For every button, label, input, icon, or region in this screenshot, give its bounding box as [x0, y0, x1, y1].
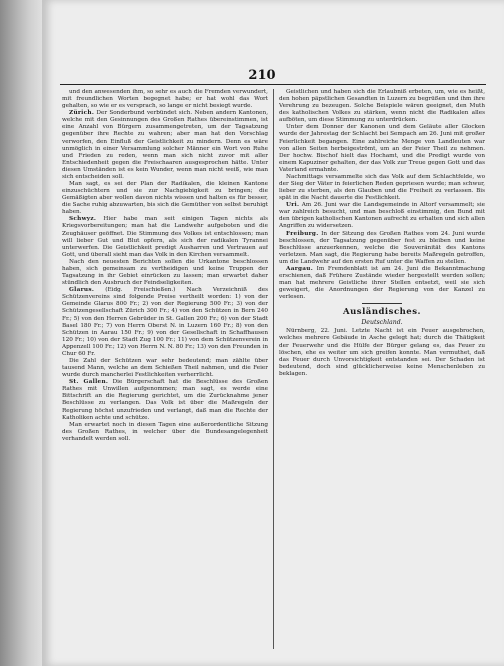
article-paragraph [62, 110, 268, 181]
article-heading: Glarus. [69, 287, 95, 294]
article-paragraph [279, 89, 485, 124]
article-text: Man erwartet noch in diesen Tagen eine außerordentliche Sitzung des Großen Rathes, in welcher über die Bundesangelegenheit verhandelt werden soll. [62, 421, 268, 442]
article-text: Der Sonderbund verbündet sich. Neben andern Kantonen, welche mit den Gesinnungen des Großen Rathes übereinstimmen, ist eine Anzahl von Bürgern zusammengetreten, um der Tagsatzung gegenüber ihre Rechte zu wahren; aber man hat den Vorschlag verworfen, den Einfluß der Geistlichkeit zu mindern. Denn es wäre unmöglich in einer Versammlung solcher Männer ein Wort von Ruhe und Frieden zu reden, wenn man sich nicht zuvor mit aller Entschiedenheit gegen die Freischaaren ausgesprochen hätte. Unter diesen Umständen ist es kein Wunder, wenn man nicht weiß, wie man sich entscheiden soll. [62, 110, 268, 180]
column-separator [273, 89, 274, 649]
article-heading: St. Gallen. [69, 379, 109, 386]
article-text: Die Zahl der Schützen war sehr bedeutend; man zählte über tausend Mann, welche an dem Schießen Theil nahmen, und die Feier wurde durch mancherlei Festlichkeiten verherrlicht. [62, 357, 268, 379]
article-text: Unter dem Donner der Kanonen und dem Geläute aller Glocken wurde der Jahrestag der Schlacht bei Sempach am 26. Juni mit großer Feierlichkeit begangen. Eine zahlreiche Menge von Landleuten war von allen Seiten herbeigeströmt, um an der Feier Theil zu nehmen. Der hochw. Bischof hielt das Hochamt, und die Predigt wurde von einem Kapuziner gehalten, der das Volk zur Treue gegen Gott und das Vaterland ermahnte. [279, 124, 485, 173]
article-text: Im Fremdenblatt ist am 24. Juni die Bekanntmachung erschienen, daß Frühere Zustände wieder hergestellt werden sollen; man hat mehrere Geistliche ihrer Stellen entsetzt, weil sie sich geweigert, die Anordnungen der Regierung von der Kanzel zu verlesen. [279, 265, 485, 301]
article-paragraph [62, 216, 268, 258]
article-heading: Freiburg. [286, 230, 319, 237]
section-separator [362, 303, 402, 304]
article-text: Nachmittags versammelte sich das Volk auf dem Schlachtfelde, wo der Sieg der Väter in feierlichen Reden gepriesen wurde; man schwur, lieber zu sterben, als den Glauben und die Freiheit zu verlassen. Bis spät in die Nacht dauerte die Festlichkeit. [279, 173, 485, 202]
article-paragraph [62, 181, 268, 216]
article-text: Geistlichen und haben sich die Erlaubniß erbeten, um, wie es heißt, den hohen päpstlichen Gesandten in Luzern zu begrüßen und ihm ihre Verehrung zu bezeugen. Solche Beispiele wären geeignet, den Muth des katholischen Volkes zu stärken, wenn nicht die Radikalen alles aufböten, um diese Stimmung zu unterdrücken. [279, 89, 485, 124]
article-text: Man sagt, es sei der Plan der Radikalen, die kleinen Kantone einzuschüchtern und sie zur Nachgiebigkeit zu bringen; die Gemäßigten aber wollen davon nichts wissen und halten es für besser, die Sache ruhig abzuwarten, bis sich die Gemüther von selbst beruhigt haben. [62, 181, 268, 216]
article-text: Die Bürgerschaft hat die Beschlüsse des Großen Rathes mit Unwillen aufgenommen; man sagt, es werde eine Bittschrift an die Regierung gerichtet, um die Zurücknahme jener Beschlüsse zu verlangen. Das Volk ist über die Maßregeln der Regierung höchst unzufrieden und verlangt, daß man die Rechte der Katholiken achte und schütze. [62, 379, 268, 421]
article-heading: Aargau. [286, 265, 313, 272]
article-text: Hier habe man seit einigen Tagen nichts als Kriegsvorbereitungen; man hat die Landwehr aufgeboten und die Zeughäuser geöffnet. Die Stimmung des Volkes ist entschlossen; man will lieber Gut und Blut opfern, als sich der radikalen Tyrannei unterwerfen. Die Geistlichkeit predigt Ausharren und Vertrauen auf Gott, und überall sieht man das Volk in den Kirchen versammelt. [62, 216, 268, 258]
left-column [62, 89, 268, 649]
article-paragraph [279, 231, 485, 266]
header-rule [60, 84, 486, 85]
article-paragraph [62, 259, 268, 287]
article-paragraph [62, 287, 268, 358]
article-heading: Schwyz. [69, 216, 97, 223]
article-text: Am 26. Juni war die Landsgemeinde in Altorf versammelt; sie war zahlreich besucht, und man beschloß einstimmig, den Bund mit den übrigen katholischen Kantonen aufrecht zu erhalten und sich allen Angriffen zu widersetzen. [279, 202, 485, 230]
article-paragraph [279, 174, 485, 202]
article-paragraph [279, 124, 485, 174]
article-paragraph [62, 89, 268, 110]
section-paragraph: Nürnberg, 22. Juni. Letzte Nacht ist ein Feuer ausgebrochen, welches mehrere Gebäude in Asche gelegt hat; durch die Thätigkeit der Feuerwehr und die Hülfe der Bürger gelang es, das Feuer zu löschen, ehe es weiter um sich greifen konnte. Man vermuthet, daß das Feuer durch Unvorsichtigkeit entstanden sei. Der Schaden ist bedeutend, doch sind glücklicherweise keine Menschenleben zu beklagen. [279, 328, 485, 377]
article-paragraph [279, 266, 485, 301]
article-paragraph [62, 358, 268, 379]
section-subtitle: Deutschland. [361, 319, 403, 327]
page-number: 210 [248, 68, 276, 83]
article-text: Nach den neuesten Berichten sollen die Urkantone beschlossen haben, sich gemeinsam zu vertheidigen und keine Truppen der Tagsatzung in ihr Gebiet einrücken zu lassen; man erwartet daher stündlich den Ausbruch der Feindseligkeiten. [62, 258, 268, 287]
article-paragraph [62, 422, 268, 443]
book-binding-shadow [0, 0, 42, 666]
article-paragraph [62, 379, 268, 421]
article-heading: Zürich. [69, 110, 95, 117]
right-column-body [279, 89, 485, 301]
section-title: Ausländisches. [343, 307, 421, 318]
article-text: und den anwesenden ihm, so sehr es auch die Fremden verwundert, mit freundlichen Worten begegnet habe; er hat wohl das Wort gehalten, so wie er es versprach, so lange er nicht besiegt wurde. [62, 89, 268, 110]
article-text: In der Sitzung des Großen Rathes vom 24. Juni wurde beschlossen, der Tagsatzung gegenüber fest zu bleiben und keine Beschlüsse anzuerkennen, welche die Souveränität des Kantons verletzen. Man sagt, die Regierung habe bereits Maßregeln getroffen, um die Landwehr auf den ersten Ruf unter die Waffen zu stellen. [279, 230, 485, 265]
article-text: (Eidg. Freischießen.) Nach Verzeichniß des Schützenvereins sind folgende Preise vertheilt worden: 1) von der Gemeinde Glarus 800 Fr.; 2) von der Regierung 500 Fr.; 3) von der Schützengesellschaft Zürich 300 Fr.; 4) von den Schützen in Bern 240 Fr.; 5) von den Herren Gebrüder in St. Gallen 200 Fr.; 6) von der Stadt Basel 180 Fr.; 7) von Herrn Oberst N. in Luzern 160 Fr.; 8) von den Schützen in Aarau 150 Fr.; 9) von der Gesellschaft in Schaffhausen 120 Fr.; 10) von der Stadt Zug 100 Fr.; 11) von dem Schützenverein in Appenzell 100 Fr.; 12) von Herrn N. N. 80 Fr.; 13) von den Freunden in Chur 60 Fr. [62, 287, 268, 357]
article-paragraph [279, 202, 485, 230]
right-column [279, 89, 485, 649]
article-heading: Uri. [286, 202, 300, 209]
